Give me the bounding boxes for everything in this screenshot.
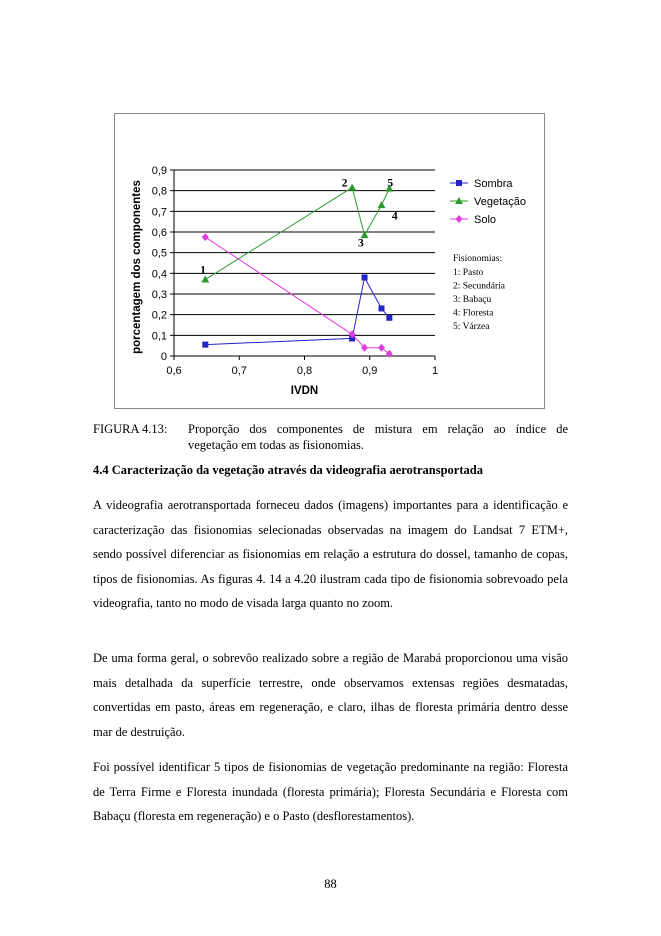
fisionomias-item: 4: Floresta — [453, 308, 494, 319]
legend-marker-solo — [456, 215, 463, 223]
y-tick-label: 0 — [160, 351, 167, 363]
annotation-label: 2 — [341, 177, 348, 190]
mixture-components-chart — [115, 114, 544, 408]
y-tick-label: 0,5 — [151, 247, 167, 260]
series-line-solo — [205, 237, 389, 354]
y-tick-label: 0,4 — [151, 268, 167, 281]
y-tick-label: 0,1 — [151, 330, 167, 343]
series-line-sombra — [205, 277, 389, 344]
legend-label-sombra: Sombra — [474, 178, 513, 190]
annotation-label: 5 — [387, 177, 394, 190]
data-point-sombra — [378, 305, 384, 311]
legend-label-vegetacao: Vegetação — [474, 196, 526, 208]
paragraph-3: Foi possível identificar 5 tipos de fisionomias de vegetação predominante na região: Floresta de Terra Firme e Floresta inundada (floresta primária); Floresta Secundária e Floresta com Babaçu (floresta em regeneração) e o Pasto (desflorestamentos). — [93, 760, 568, 823]
y-tick-label: 0,7 — [151, 206, 167, 219]
annotation-label: 4 — [391, 210, 398, 223]
legend-label-solo: Solo — [474, 214, 497, 226]
fisionomias-item: 2: Secundária — [453, 281, 505, 292]
page-number: 88 — [324, 877, 337, 891]
data-point-sombra — [202, 342, 208, 348]
x-tick-label: 0,7 — [231, 365, 247, 377]
fisionomias-item: 3: Babaçu — [453, 295, 492, 305]
fisionomias-item: 5: Várzea — [453, 322, 490, 332]
y-tick-label: 0,2 — [151, 309, 167, 322]
data-point-solo — [386, 350, 393, 358]
y-axis-label: porcentagem dos componentes — [131, 180, 143, 354]
caption-label: FIGURA 4.13: — [93, 422, 168, 436]
figure-chart — [114, 113, 545, 409]
legend-marker-sombra — [456, 180, 462, 186]
paragraph-1: A videografia aerotransportada forneceu dados (imagens) importantes para a identificação e caracterização das fisionomias selecionadas observadas na imagem do Landsat 7 ETM+, sendo possível diferenciar as fisionomias em relação a estrutura do dossel, tamanho de copas, tipos de fisionomias. As figuras 4. 14 a 4.20 ilustram cada tipo de fisionomia sobrevoado pela videografia, tanto no modo de visada larga quanto no zoom. — [93, 498, 568, 610]
caption-line-2: vegetação em todas as fisionomias. — [188, 438, 364, 452]
x-tick-label: 0,6 — [166, 365, 182, 377]
caption-line-1: Proporção dos componentes de mistura em relação ao índice de — [188, 422, 568, 436]
x-tick-label: 0,8 — [296, 365, 313, 377]
section-heading: 4.4 Caracterização da vegetação através da videografia aerotransportada — [93, 463, 483, 477]
data-point-sombra — [362, 274, 368, 280]
data-point-vegetacao — [201, 276, 209, 283]
data-point-solo — [202, 233, 209, 241]
y-tick-label: 0,9 — [151, 165, 167, 177]
data-point-sombra — [386, 315, 392, 321]
annotation-label: 3 — [358, 237, 364, 250]
y-tick-label: 0,3 — [151, 289, 167, 301]
x-tick-label: 1 — [431, 365, 439, 377]
series-line-vegetacao — [205, 188, 389, 280]
paragraph-2: De uma forma geral, o sobrevôo realizado sobre a região de Marabá proporcionou uma visão mais detalhada da superfície terrestre, onde observamos extensas regiões desmatadas, convertidas em pasto, áreas em regeneração, e claro, ilhas de floresta primária dentro desse mar de destruição. — [93, 651, 568, 739]
data-point-vegetacao — [348, 184, 356, 191]
data-point-vegetacao — [377, 201, 385, 208]
y-tick-label: 0,6 — [151, 227, 167, 239]
fisionomias-title: Fisionomias: — [453, 254, 503, 264]
data-point-solo — [378, 344, 385, 352]
fisionomias-item: 1: Pasto — [453, 268, 484, 278]
annotation-label: 1 — [200, 264, 206, 277]
x-tick-label: 0,9 — [362, 365, 378, 377]
figure-caption — [93, 421, 568, 453]
y-tick-label: 0,8 — [151, 185, 167, 198]
x-axis-label: IVDN — [290, 385, 319, 397]
